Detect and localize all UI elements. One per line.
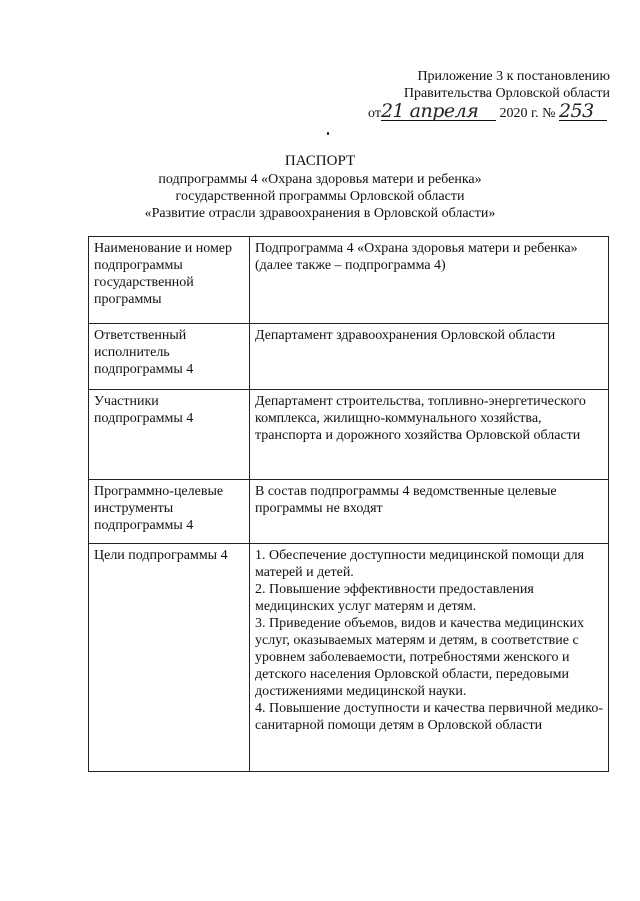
table-row <box>89 390 609 480</box>
table-row <box>89 237 609 324</box>
value-text: В состав подпрограммы 4 ведомственные целевые программы не входят <box>255 484 557 516</box>
row-label: Участники подпрограммы 4 <box>89 390 250 480</box>
appendix-line-1: Приложение 3 к постановлению <box>417 69 610 84</box>
document-title <box>0 153 640 222</box>
row-value <box>250 480 609 544</box>
row-label: Программно-целевые инструменты подпрограммы 4 <box>89 480 250 544</box>
value-text: Департамент строительства, топливно-энергетического комплекса, жилищно-коммунального хозяйства, транспорта и дорожного хозяйства Орловской области <box>255 394 586 443</box>
row-label: Цели подпрограммы 4 <box>89 544 250 772</box>
row-label: Наименование и номер подпрограммы государственной программы <box>89 237 250 324</box>
row-value <box>250 237 609 324</box>
passport-table <box>88 236 609 772</box>
row-value <box>250 544 609 772</box>
title-line-4: «Развитие отрасли здравоохранения в Орловской области» <box>144 206 496 221</box>
appendix-date-line <box>368 102 610 122</box>
goal-item-3: 3. Приведение объемов, видов и качества медицинских услуг, оказываемых матерям и детям, в соответствие с уровнем заболеваемости, потребностями женского и детского населения Орловской области, передовыми достижениями медицинской науки. <box>255 616 585 699</box>
goal-item-1: 1. Обеспечение доступности медицинской помощи для матерей и детей. <box>255 548 585 580</box>
row-value <box>250 324 609 390</box>
goal-item-2: 2. Повышение эффективности предоставления медицинских услуг матерям и детям. <box>255 582 534 614</box>
goal-item-4: 4. Повышение доступности и качества первичной медико-санитарной помощи детям в Орловской области <box>255 701 603 733</box>
handwritten-number: 253 <box>559 102 607 121</box>
handwritten-date: 21 апреля <box>381 102 496 121</box>
appendix-line-2: Правительства Орловской области <box>403 86 610 101</box>
appendix-header <box>360 68 610 122</box>
table-row <box>89 544 609 772</box>
title-line-3: государственной программы Орловской области <box>175 189 465 204</box>
value-text: Департамент здравоохранения Орловской области <box>255 328 556 343</box>
year-label: 2020 г. № <box>499 106 556 121</box>
scan-speck <box>327 132 329 135</box>
table-row <box>89 480 609 544</box>
title-heading: ПАСПОРТ <box>284 153 356 169</box>
row-value <box>250 390 609 480</box>
from-label: от <box>368 106 381 121</box>
title-line-2: подпрограммы 4 «Охрана здоровья матери и ребенка» <box>158 172 482 187</box>
table-row <box>89 324 609 390</box>
value-text: Подпрограмма 4 «Охрана здоровья матери и ребенка» (далее также – подпрограмма 4) <box>255 241 578 273</box>
row-label: Ответственный исполнитель подпрограммы 4 <box>89 324 250 390</box>
